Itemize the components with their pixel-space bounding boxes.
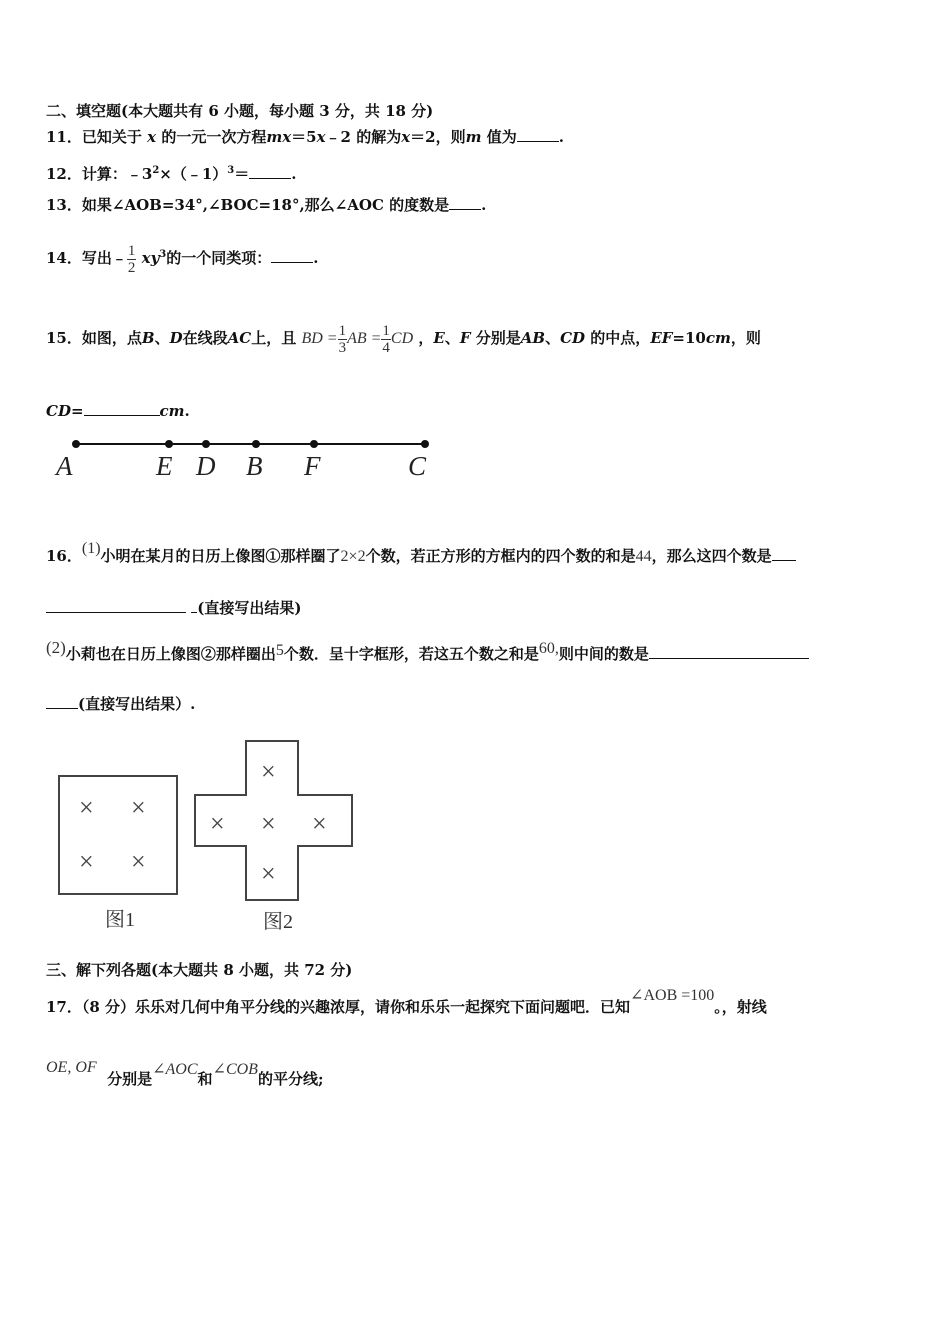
- q15-text-5: 分别是: [475, 329, 521, 347]
- fig2-mark-top: ×: [261, 757, 276, 786]
- fig2-mark-bottom: ×: [261, 859, 276, 888]
- q16-p2-tail: (直接写出结果）.: [78, 695, 196, 713]
- q15-segment-ab: AB: [520, 329, 546, 347]
- fig2-mark-right: ×: [312, 809, 327, 838]
- q16-p1-size: 2×2: [340, 548, 366, 565]
- q15-frac2-denominator: 4: [382, 339, 390, 356]
- question-16-part-2: [46, 640, 809, 669]
- section-2-heading: 二、填空题(本大题共有 6 小题，每小题 3 分，共 18 分): [46, 102, 434, 120]
- q15-point-e: E: [433, 329, 445, 347]
- section-3-heading: 三、解下列各题(本大题共 8 小题，共 72 分): [46, 961, 353, 979]
- point-f-dot: [310, 440, 318, 448]
- q16-p2-sum: 60,: [538, 640, 559, 657]
- q11-sol-val: ＝2，则: [410, 128, 466, 146]
- q11-sol-x: x: [401, 128, 411, 146]
- q16-p1-tail: (直接写出结果): [197, 599, 302, 617]
- q17-text-4: 和: [197, 1070, 213, 1088]
- q11-number: 11．: [46, 128, 82, 146]
- q15-segment-ac: AC: [227, 329, 252, 347]
- q15-text-7: =10: [672, 329, 706, 347]
- q14-answer-blank[interactable]: [271, 248, 313, 263]
- q16-calendar-figures: [55, 738, 365, 938]
- q17-text-5: 的平分线;: [257, 1070, 324, 1088]
- q15-frac1-denominator: 3: [338, 339, 347, 356]
- q11-text-3: 值为: [486, 128, 517, 146]
- question-11: [46, 127, 564, 147]
- q17-angle-cob: ∠COB: [212, 1061, 258, 1078]
- fig1-mark-3: ×: [79, 847, 94, 876]
- fig1-mark-2: ×: [131, 793, 146, 822]
- q11-eq-mx: mx: [266, 128, 292, 146]
- q11-text-2: 的一元一次方程: [161, 128, 267, 146]
- fig2-mark-center: ×: [261, 809, 276, 838]
- question-12: [46, 161, 297, 184]
- q16-p1-sum: 44: [635, 548, 652, 565]
- q15-sep-1: 、: [154, 329, 170, 347]
- q16-part-1-continued: [46, 598, 301, 618]
- question-14: [46, 238, 319, 276]
- q11-eq-rest: ＝5: [291, 128, 317, 146]
- point-c-dot: [421, 440, 429, 448]
- fig1-caption: 图1: [105, 909, 135, 931]
- q15-formula-cd: CD: [390, 330, 414, 347]
- q15-text-1: 如图，点: [81, 329, 142, 347]
- q16-p1-text-1: 小明在某月的日历上像图①那样圈了: [100, 547, 341, 565]
- q15-answer-unit: cm: [159, 402, 185, 420]
- question-17: [46, 987, 767, 1025]
- q16-p2-text-1: 小莉也在日历上像图②那样圈出: [65, 645, 276, 663]
- q14-sup: 3: [159, 249, 167, 260]
- q14-end: .: [313, 249, 319, 267]
- q17-text-2: ，射线: [721, 998, 767, 1016]
- q16-p1-answer-blank-a[interactable]: [772, 546, 796, 561]
- q15-unit-cm: cm: [705, 329, 731, 347]
- q17-angle-aob: ∠AOB =100: [630, 987, 715, 1004]
- q14-fraction: [127, 243, 137, 276]
- q15-point-f: F: [459, 329, 471, 347]
- q16-p1-text-3: ，那么这四个数是: [651, 547, 772, 565]
- label-f: F: [304, 451, 321, 481]
- q17-degree: 。: [714, 998, 722, 1016]
- q17-number: 17．: [46, 998, 82, 1016]
- label-e: E: [156, 451, 173, 481]
- q13-answer-blank[interactable]: [449, 195, 481, 210]
- q15-text-3: 上，且: [251, 329, 297, 347]
- q11-var-x: x: [147, 128, 157, 146]
- point-b-dot: [252, 440, 260, 448]
- q13-number: 13．: [46, 196, 82, 214]
- label-a: A: [56, 451, 73, 481]
- q15-segment-cd: CD: [560, 329, 586, 347]
- q11-eq-tail: ﹣2 的解为: [325, 128, 402, 146]
- q14-number: 14．: [46, 249, 82, 267]
- q17-text-3: 分别是: [107, 1070, 153, 1088]
- q15-answer-blank[interactable]: [84, 401, 160, 416]
- q17-text-1: （8 分）乐乐对几何中角平分线的兴趣浓厚，请你和乐乐一起探究下面问题吧．已知: [81, 998, 631, 1016]
- q17-rays: OE, OF: [46, 1059, 97, 1076]
- point-e-dot: [165, 440, 173, 448]
- q11-eq-x: x: [316, 128, 326, 146]
- q12-text-3: ＝: [234, 165, 250, 183]
- q16-p2-text-3: 则中间的数是: [558, 645, 649, 663]
- q15-fraction-2: [381, 323, 391, 356]
- q15-formula-bd: BD =: [301, 330, 338, 347]
- q16-p1-answer-blank-b[interactable]: [46, 598, 186, 613]
- q12-end: .: [291, 165, 297, 183]
- label-c: C: [408, 451, 427, 481]
- q15-text-6: 的中点，: [590, 329, 651, 347]
- q11-end: .: [558, 128, 564, 146]
- q16-part1-label: (1): [81, 540, 101, 557]
- fig1-mark-4: ×: [131, 847, 146, 876]
- q15-number: 15．: [46, 329, 82, 347]
- q15-text-4: ，: [418, 329, 434, 347]
- q17-angle-aoc: ∠AOC: [152, 1061, 198, 1078]
- q15-segment-ef: EF: [650, 329, 673, 347]
- label-d: D: [196, 451, 216, 481]
- point-a-dot: [72, 440, 80, 448]
- q14-xy: xy: [141, 249, 160, 267]
- q16-part2-label: (2): [46, 638, 66, 657]
- q15-answer-label: CD=: [46, 402, 84, 420]
- point-d-dot: [202, 440, 210, 448]
- question-16-part-1: [46, 542, 796, 571]
- q13-end: .: [481, 196, 487, 214]
- q14-text-2: 的一个同类项：: [166, 249, 272, 267]
- q16-p2-answer-blank-a[interactable]: [649, 644, 809, 659]
- q15-answer-end: .: [184, 402, 190, 420]
- q16-p2-answer-blank-b[interactable]: [46, 694, 78, 709]
- q14-frac-denominator: 2: [127, 259, 136, 276]
- q11-text-1: 已知关于: [81, 128, 142, 146]
- q15-text-8: ，则: [730, 329, 761, 347]
- q15-formula-ab: AB =: [347, 330, 382, 347]
- q16-number: 16．: [46, 547, 82, 565]
- question-17-continued: [46, 1059, 324, 1097]
- q15-sep-2: 、: [444, 329, 460, 347]
- q16-p2-count: 5: [275, 642, 284, 659]
- q15-frac1-numerator: 1: [338, 322, 347, 339]
- q15-segment-figure: [46, 430, 446, 486]
- fig2-caption: 图2: [263, 911, 293, 933]
- q15-sep-3: 、: [545, 329, 561, 347]
- q15-text-2: 在线段: [182, 329, 228, 347]
- q16-p2-text-2: 个数．呈十字框形，若这五个数之和是: [283, 645, 539, 663]
- q12-number: 12．: [46, 165, 82, 183]
- q15-point-b: B: [141, 329, 155, 347]
- q16-part-2-continued: [46, 694, 195, 714]
- q12-text-1: 计算：﹣3: [81, 165, 153, 183]
- q15-frac2-numerator: 1: [382, 322, 390, 339]
- q15-point-d: D: [169, 329, 183, 347]
- q15-answer-line: [46, 401, 190, 421]
- label-b: B: [246, 451, 263, 481]
- q12-answer-blank[interactable]: [249, 164, 291, 179]
- q14-frac-numerator: 1: [127, 242, 136, 259]
- q16-p1-text-2: 个数，若正方形的方框内的四个数的和是: [365, 547, 636, 565]
- question-15: [46, 321, 761, 356]
- question-13: [46, 195, 486, 215]
- q11-answer-blank[interactable]: [517, 127, 559, 142]
- q12-sup-1: 2: [152, 165, 160, 176]
- fig1-square-frame: [59, 776, 177, 894]
- q11-var-m: m: [465, 128, 482, 146]
- q14-text-1: 写出﹣: [81, 249, 127, 267]
- q12-text-2: ×（﹣1）: [159, 165, 228, 183]
- fig2-mark-left: ×: [210, 809, 225, 838]
- q12-sup-2: 3: [227, 165, 235, 176]
- q13-text: 如果∠AOB=34°,∠BOC=18°,那么∠AOC 的度数是: [81, 196, 450, 214]
- q15-fraction-1: [338, 323, 348, 356]
- fig1-mark-1: ×: [79, 793, 94, 822]
